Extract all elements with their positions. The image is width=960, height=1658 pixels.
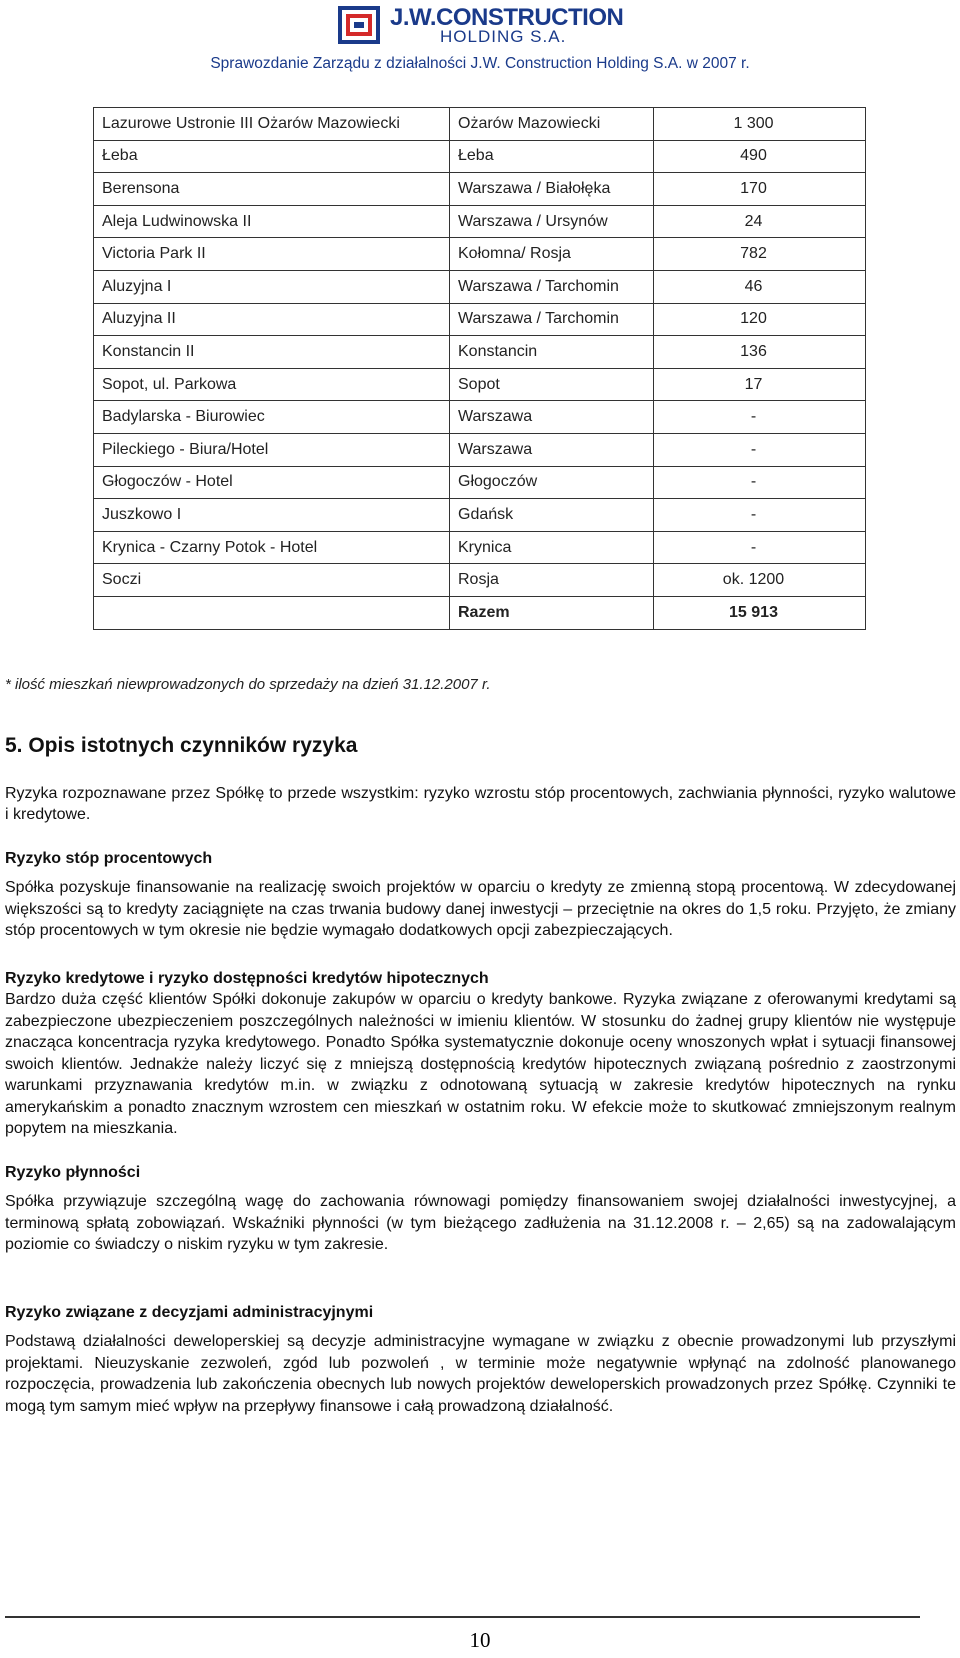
project-name-cell: Victoria Park II [94,238,450,271]
jw-construction-logo-icon [338,6,380,44]
page-number: 10 [469,1628,491,1652]
table-row [94,108,866,141]
subsection-heading: Ryzyko płynności [5,1163,141,1181]
units-cell: 170 [654,173,866,206]
project-name-cell: Aluzyjna II [94,303,450,336]
location-cell: Kołomna/ Rosja [450,238,654,271]
units-cell: - [654,433,866,466]
project-name-cell: Krynica - Czarny Potok - Hotel [94,531,450,564]
subsection-heading: Ryzyko kredytowe i ryzyko dostępności kredytów hipotecznych [5,969,489,987]
project-name-cell: Soczi [94,564,450,597]
total-empty-cell [94,596,450,629]
table-row [94,173,866,206]
units-cell: 490 [654,140,866,173]
risk-subsection [5,1302,956,1418]
project-name-cell: Sopot, ul. Parkowa [94,368,450,401]
project-name-cell: Lazurowe Ustronie III Ożarów Mazowiecki [94,108,450,141]
location-cell: Warszawa / Tarchomin [450,270,654,303]
units-cell: 120 [654,303,866,336]
subsection-text: Spółka przywiązuje szczególną wagę do zachowania równowagi pomiędzy finansowaniem swojej działalności inwestycyjnej, a terminową spłatą zobowiązań. Wskaźniki płynności (w tym bieżącego zadłużenia na 31.12.2008 r. – 2,65) są na zadowalającym poziomie co świadczy o niskim ryzyku w tym zakresie. [5,1193,956,1253]
subsection-text: Bardzo duża część klientów Spółki dokonuje zakupów w oparciu o kredyty bankowe. Ryzyka związane z oferowanymi kredytami są zabezpieczone ubezpieczeniem poszczególnych należności w imieniu klientów. W stosunku do żadnej grupy klientów nie występuje znacząca koncentracja ryzyka kredytowego. Ponadto Spółka systematycznie dokonuje oceny wnoszonych wpłat i sytuacji finansowej swoich klientów. Jednakże należy liczyć się z mniejszą dostępnością kredytów hipotecznych związaną pośrednio z zaostrzonymi warunkami przyznawania kredytów m.in. w związku z odnotowaną sytuacją w zakresie kredytów hipotecznych na rynku amerykańskim a ponadto znacznym wzrostem cen mieszkań w ostatnim roku. W efekcie może to skutkować zmniejszonym realnym popytem na mieszkania. [5,991,956,1137]
units-cell: - [654,401,866,434]
units-cell: 46 [654,270,866,303]
table-row [94,270,866,303]
location-cell: Warszawa / Białołęka [450,173,654,206]
table-row [94,531,866,564]
report-title: Sprawozdanie Zarządu z działalności J.W. Construction Holding S.A. w 2007 r. [210,55,750,72]
units-cell: 782 [654,238,866,271]
total-label: Razem [450,596,654,629]
units-cell: 17 [654,368,866,401]
location-cell: Sopot [450,368,654,401]
table-row [94,140,866,173]
units-cell: 1 300 [654,108,866,141]
brand-subname: HOLDING S.A. [440,27,567,46]
location-cell: Konstancin [450,336,654,369]
units-cell: - [654,499,866,532]
page-header [0,0,960,80]
subsection-heading: Ryzyko stóp procentowych [5,849,213,867]
total-value: 15 913 [654,596,866,629]
section-intro: Ryzyka rozpoznawane przez Spółkę to przede wszystkim: ryzyko wzrostu stóp procentowych, zachwiania płynności, ryzyko walutowe i kredytowe. [5,784,956,823]
subsection-heading: Ryzyko związane z decyzjami administracyjnymi [5,1303,374,1321]
project-name-cell: Badylarska - Biurowiec [94,401,450,434]
table-row [94,205,866,238]
units-cell: 136 [654,336,866,369]
section-title: 5. Opis istotnych czynników ryzyka [5,734,358,757]
units-cell: 24 [654,205,866,238]
project-name-cell: Konstancin II [94,336,450,369]
projects-table [93,107,866,630]
risk-subsection [5,968,956,1140]
subsection-text: Podstawą działalności deweloperskiej są decyzje administracyjne wymagane w związku z obecnie prowadzonymi lub przyszłymi projektami. Nieuzyskanie zezwoleń, zgód lub pozwoleń , w terminie może negatywnie wpłynąć na zdolność planowanego rozpoczęcia, prowadzenia lub zakończenia obecnych lub nowych projektów deweloperskich prowadzonych przez Spółkę. Czynniki te mogą tym samym mieć wpływ na przepływy finansowe i całą prowadzoną działalność. [5,1333,956,1415]
project-name-cell: Aluzyjna I [94,270,450,303]
location-cell: Gdańsk [450,499,654,532]
risk-section [5,735,956,1417]
table-row [94,401,866,434]
location-cell: Rosja [450,564,654,597]
risk-subsection [5,848,956,942]
location-cell: Warszawa / Ursynów [450,205,654,238]
location-cell: Warszawa [450,401,654,434]
project-name-cell: Pileckiego - Biura/Hotel [94,433,450,466]
table-row [94,499,866,532]
table-row [94,336,866,369]
footer-divider [5,1616,920,1618]
section-intro-block [5,783,956,826]
units-cell: - [654,466,866,499]
location-cell: Krynica [450,531,654,564]
project-name-cell: Głogoczów - Hotel [94,466,450,499]
subsection-text: Spółka pozyskuje finansowanie na realizację swoich projektów w oparciu o kredyty ze zmienną stopą procentową. W zdecydowanej większości są to kredyty zaciągnięte na czas trwania budowy danej inwestycji – przeciętnie na okres do 1,5 roku. Przyjęto, że zmiany stóp procentowych w tym okresie nie będzie wymagało dodatkowych opcji zabezpieczających. [5,879,956,939]
table-row [94,466,866,499]
project-name-cell: Łeba [94,140,450,173]
table-footnote: * ilość mieszkań niewprowadzonych do sprzedaży na dzień 31.12.2007 r. [5,676,491,693]
project-name-cell: Aleja Ludwinowska II [94,205,450,238]
location-cell: Warszawa / Tarchomin [450,303,654,336]
table-row [94,564,866,597]
table-row [94,238,866,271]
project-name-cell: Juszkowo I [94,499,450,532]
project-name-cell: Berensona [94,173,450,206]
table-row [94,433,866,466]
location-cell: Warszawa [450,433,654,466]
units-cell: - [654,531,866,564]
table-row [94,368,866,401]
location-cell: Ożarów Mazowiecki [450,108,654,141]
table-row [94,303,866,336]
location-cell: Głogoczów [450,466,654,499]
brand-name: J.W.CONSTRUCTION [390,4,624,31]
risk-subsection [5,1162,956,1256]
total-row [94,596,866,629]
units-cell: ok. 1200 [654,564,866,597]
location-cell: Łeba [450,140,654,173]
